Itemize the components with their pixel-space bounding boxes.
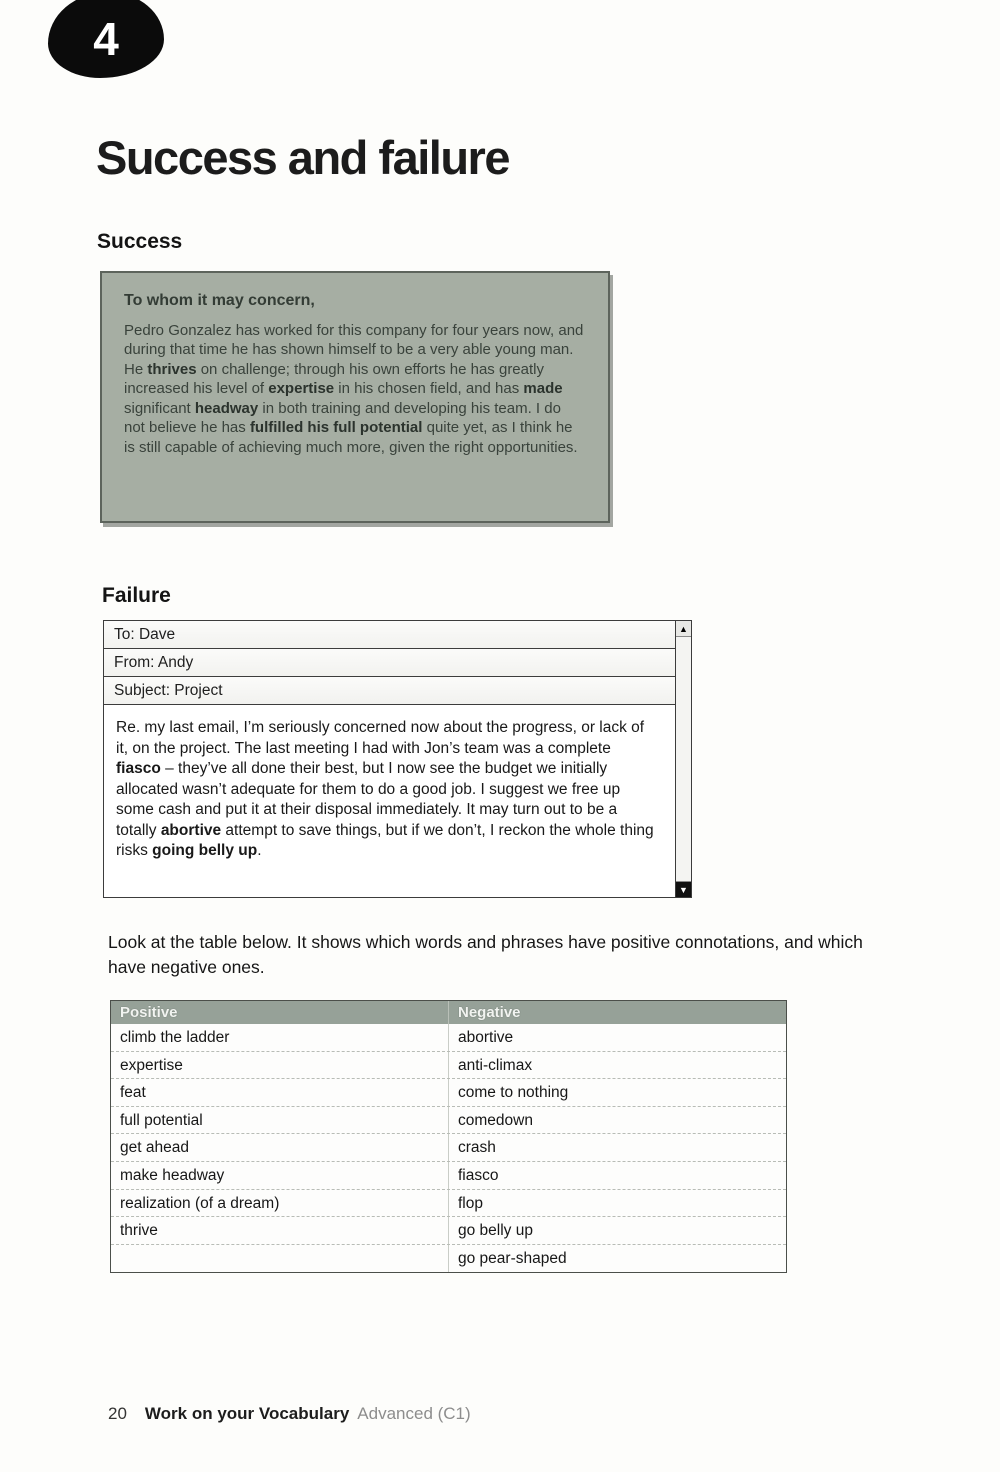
negative-cell: comedown [458, 1111, 533, 1129]
vocab-headway: headway [194, 399, 259, 417]
letter-body [124, 321, 584, 458]
table-row [111, 1190, 786, 1218]
positive-column-header: Positive [111, 1001, 449, 1024]
vocab-thrives: thrives [147, 360, 197, 378]
unit-number: 4 [93, 13, 119, 65]
vocab-going-belly-up: going belly up [152, 842, 258, 859]
connotation-table [110, 1000, 787, 1273]
positive-cell: get ahead [111, 1134, 449, 1161]
book-level: Advanced (C1) [357, 1404, 471, 1423]
positive-cell [111, 1245, 449, 1273]
email-scrollbar[interactable] [675, 621, 691, 897]
negative-cell: crash [458, 1139, 496, 1157]
table-row [111, 1024, 786, 1052]
vocab-fulfilled-full-potential: fulfilled his full potential [249, 419, 423, 436]
vocab-expertise: expertise [268, 380, 335, 397]
email-segment: Re. my last email, I’m seriously concerned now about the progress, or lack of it, on the project. The last meeting I had with Jon’s team was a complete [116, 719, 645, 757]
success-letter-box [100, 271, 610, 523]
vocab-fiasco: fiasco [116, 760, 161, 777]
table-row [111, 1107, 786, 1135]
email-subject-field: Subject: Project [104, 677, 675, 705]
letter-segment: in both training and developing his team. I do not believe he has [124, 399, 561, 436]
scroll-up-icon[interactable]: ▲ [676, 621, 691, 637]
table-row [111, 1245, 786, 1273]
email-segment: attempt to save things, but if we don’t, I reckon the whole thing risks [116, 821, 654, 859]
letter-segment: significant [124, 399, 195, 417]
positive-cell: climb the ladder [111, 1024, 449, 1051]
negative-cell: anti-climax [458, 1056, 533, 1074]
positive-cell: expertise [111, 1052, 449, 1079]
success-heading: Success [97, 230, 183, 253]
negative-cell: go belly up [458, 1222, 533, 1240]
failure-heading: Failure [102, 584, 171, 607]
unit-number-badge [48, 0, 164, 78]
scroll-down-icon[interactable]: ▼ [676, 881, 691, 897]
letter-segment: in his chosen field, and has [334, 380, 524, 397]
page-title: Success and failure [96, 131, 509, 184]
table-header-row [111, 1001, 786, 1024]
negative-cell: come to nothing [458, 1084, 569, 1102]
book-title: Work on your Vocabulary [144, 1404, 350, 1423]
vocab-abortive: abortive [160, 821, 222, 839]
email-body [104, 705, 673, 862]
email-segment: – they’ve all done their best, but I now see the budget we initially allocated wasn’t adequate for them to do a good job. I suggest we free up some cash and put it at their disposal immediately. It may turn out to be a totally [116, 760, 621, 839]
negative-cell: go pear-shaped [458, 1249, 567, 1267]
table-row [111, 1079, 786, 1107]
email-window [103, 620, 692, 898]
letter-segment: on challenge; through his own efforts he has greatly increased his level of [124, 360, 544, 397]
negative-column-header: Negative [458, 1004, 521, 1021]
email-to-field: To: Dave [104, 621, 675, 649]
negative-cell: fiasco [458, 1166, 499, 1184]
table-row [111, 1162, 786, 1190]
letter-segment: quite yet, as I think he is still capable of achieving much more, given the right opportunities. [124, 419, 578, 456]
page-number: 20 [108, 1404, 127, 1423]
negative-cell: abortive [458, 1029, 514, 1046]
table-intro-text: Look at the table below. It shows which words and phrases have positive connotations, and which have negative ones. [108, 932, 863, 977]
positive-cell: realization (of a dream) [111, 1190, 449, 1217]
vocab-made: made [523, 380, 563, 397]
positive-cell: thrive [111, 1217, 449, 1244]
positive-cell: make headway [111, 1162, 449, 1189]
table-row [111, 1217, 786, 1245]
positive-cell: full potential [111, 1107, 449, 1134]
letter-segment: Pedro Gonzalez has worked for this company for four years now, and during that time he has shown himself to be a very able young man. He [124, 321, 584, 378]
table-row [111, 1052, 786, 1080]
email-segment: . [257, 842, 262, 859]
positive-cell: feat [111, 1079, 449, 1106]
negative-cell: flop [458, 1194, 483, 1212]
email-from-field: From: Andy [104, 649, 675, 677]
letter-salutation: To whom it may concern, [124, 292, 315, 309]
table-row [111, 1134, 786, 1162]
page-footer [108, 1404, 471, 1424]
